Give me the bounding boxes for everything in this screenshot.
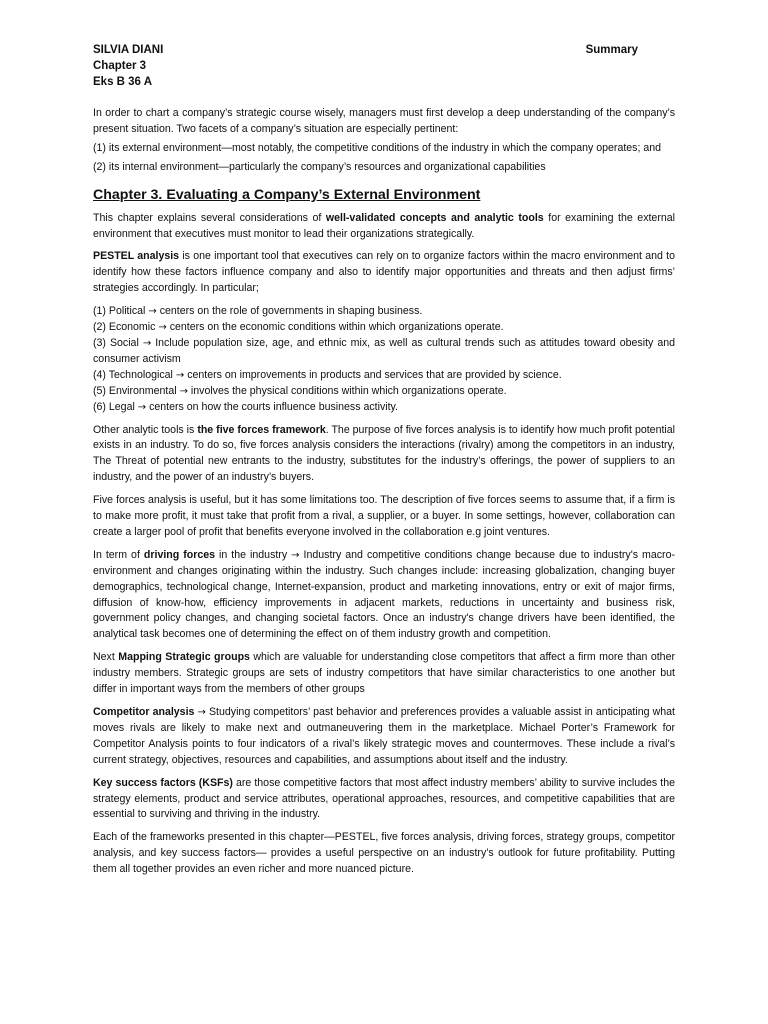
intro-paragraph-2: (1) its external environment—most notably, the competitive conditions of the industry in which the company operates; and	[93, 141, 662, 154]
list-item	[93, 400, 675, 416]
groups-text-1: Next	[93, 651, 119, 664]
groups-bold: Mapping Strategic groups	[118, 651, 250, 664]
pestel-paragraph	[93, 249, 675, 297]
chapter-title: Chapter 3. Evaluating a Company’s External Environment	[93, 186, 481, 203]
five-forces-text-1: Other analytic tools is	[93, 423, 198, 436]
arrow-icon: →	[197, 707, 206, 718]
list-item	[93, 304, 675, 320]
groups-text-2: which are valuable for understanding close competitors that affect a firm more than other industry members. Strategic groups are sets of industry competitors that have similar characteristics to one another but differ in important ways from the members of other groups	[93, 651, 675, 696]
arrow-icon: →	[158, 322, 167, 334]
five-forces-paragraph	[93, 423, 675, 487]
overview-paragraph	[93, 211, 675, 243]
driving-text-2: in the industry	[215, 548, 292, 561]
arrow-icon: →	[142, 337, 152, 349]
chapter-label: Chapter 3	[93, 60, 147, 72]
arrow-icon: →	[137, 401, 147, 413]
author-name: SILVIA DIANI	[93, 44, 164, 56]
arrow-icon: →	[291, 549, 300, 561]
item-text: Include population size, age, and ethnic mix, as well as cultural trends such as attitudes toward obesity and consumer activism	[93, 336, 675, 365]
arrow-icon: →	[179, 385, 188, 397]
arrow-icon: →	[148, 306, 157, 318]
summary-label: Summary	[585, 44, 638, 56]
item-label: (6) Legal	[93, 400, 135, 413]
item-text: centers on the economic conditions within which organizations operate.	[166, 321, 504, 334]
item-label: (4) Technological	[93, 368, 173, 381]
driving-text-3: Industry and competitive conditions change because due to industry's macro-environment and changes originating within the industry. Such changes include: increasing globalization, changing buyer demographics, technological change, Internet-expansion, product and marketing innovations, entry or exit of major firms, diffusion of know-how, efficiency improvements in adjacent markets, reductions in uncertainty and business risk, government policy changes, and changing societal factors. Once an industry's change drivers have been identified, the analytical task becomes one of determining the effect on of them industry growth and competition.	[93, 548, 676, 641]
competitor-analysis-paragraph	[93, 705, 675, 769]
conclusion-paragraph: Each of the frameworks presented in this chapter—PESTEL, five forces analysis, driving forces, strategy groups, competitor analysis, and key success factors— provides a useful perspective on an industry’s outlook for future profitability. Putting them all together provides an even richer and more nuanced picture.	[93, 831, 675, 876]
item-text: involves the physical conditions within which organizations operate.	[187, 384, 507, 397]
overview-bold: well-validated concepts and analytic tools	[325, 211, 544, 224]
ksf-bold: Key success factors (KSFs)	[93, 776, 233, 789]
five-forces-bold: the five forces framework	[197, 423, 326, 436]
driving-forces-paragraph	[93, 548, 675, 643]
item-label: (5) Environmental	[93, 384, 177, 397]
intro-paragraph-3: (2) its internal environment—particularly the company’s resources and organizational capabilities	[93, 160, 546, 173]
overview-text-2: for examining the external environment that executives must monitor to lead their organizations strategically.	[93, 211, 675, 240]
item-label: (1) Political	[93, 305, 146, 318]
competitor-text: Studying competitors’ past behavior and preferences provides a valuable assist in anticipating what moves rivals are likely to make next and outmaneuvering them in the marketplace. Michael Porter’s Framework for Competitor Analysis points to four indicators of a rival’s likely strategic moves and countermoves. These include a rival’s current strategy, objectives, resources and capabilities, and assumptions about itself and the industry.	[93, 706, 675, 766]
item-text: centers on how the courts influence business activity.	[146, 400, 398, 413]
arrow-icon: →	[175, 369, 185, 381]
document-header	[93, 42, 675, 90]
document-page	[93, 42, 675, 885]
list-item	[93, 384, 675, 400]
list-item	[93, 368, 675, 384]
list-item	[93, 320, 675, 336]
item-text: centers on the role of governments in shaping business.	[156, 305, 423, 318]
pestel-list	[93, 304, 675, 415]
list-item	[93, 336, 675, 368]
ksf-text: are those competitive factors that most affect industry members’ ability to survive includes the strategy elements, product and service attributes, operational approaches, resources, and competitive capabilities that are essential to surviving and thriving in the industry.	[93, 776, 676, 821]
competitor-bold: Competitor analysis	[93, 706, 195, 718]
pestel-text: is one important tool that executives can rely on to organize factors within the macro environment and to identify how these factors influence company and also to identify major opportunities and threats and then adjust firms’ strategies accordingly. In particular;	[93, 250, 675, 295]
class-code: Eks B 36 A	[93, 76, 153, 88]
overview-text-1: This chapter explains several considerations of	[93, 211, 326, 224]
pestel-bold: PESTEL analysis	[93, 250, 180, 263]
item-label: (2) Economic	[93, 321, 156, 334]
item-label: (3) Social	[93, 336, 139, 349]
ksf-paragraph	[93, 776, 675, 824]
driving-text-1: In term of	[93, 548, 144, 561]
limitations-paragraph: Five forces analysis is useful, but it has some limitations too. The description of five forces seems to assume that, if a firm is to make more profit, it must take that profit from a rival, a supplier, or a buyer. In some settings, however, collaboration can create a larger pool of profit that benefits everyone involved in the collaboration e.g joint ventures.	[93, 494, 675, 538]
driving-bold: driving forces	[143, 548, 216, 561]
five-forces-text-2: . The purpose of five forces analysis is to identify how much profit potential exists in an industry. To do so, five forces analysis considers the interactions (rivalry) among the competitors in an industry, The Threat of potential new entrants to the industry, substitutes for the industry’s offerings, the power of suppliers to an industry, and the power of an industry’s buyers.	[93, 423, 675, 484]
item-text: centers on improvements in products and services that are provided by science.	[184, 368, 562, 381]
intro-paragraph-1: In order to chart a company’s strategic course wisely, managers must first develop a deep understanding of the company’s present situation. Two facets of a company’s situation are especially pertinent:	[93, 107, 675, 135]
strategic-groups-paragraph	[93, 650, 675, 698]
